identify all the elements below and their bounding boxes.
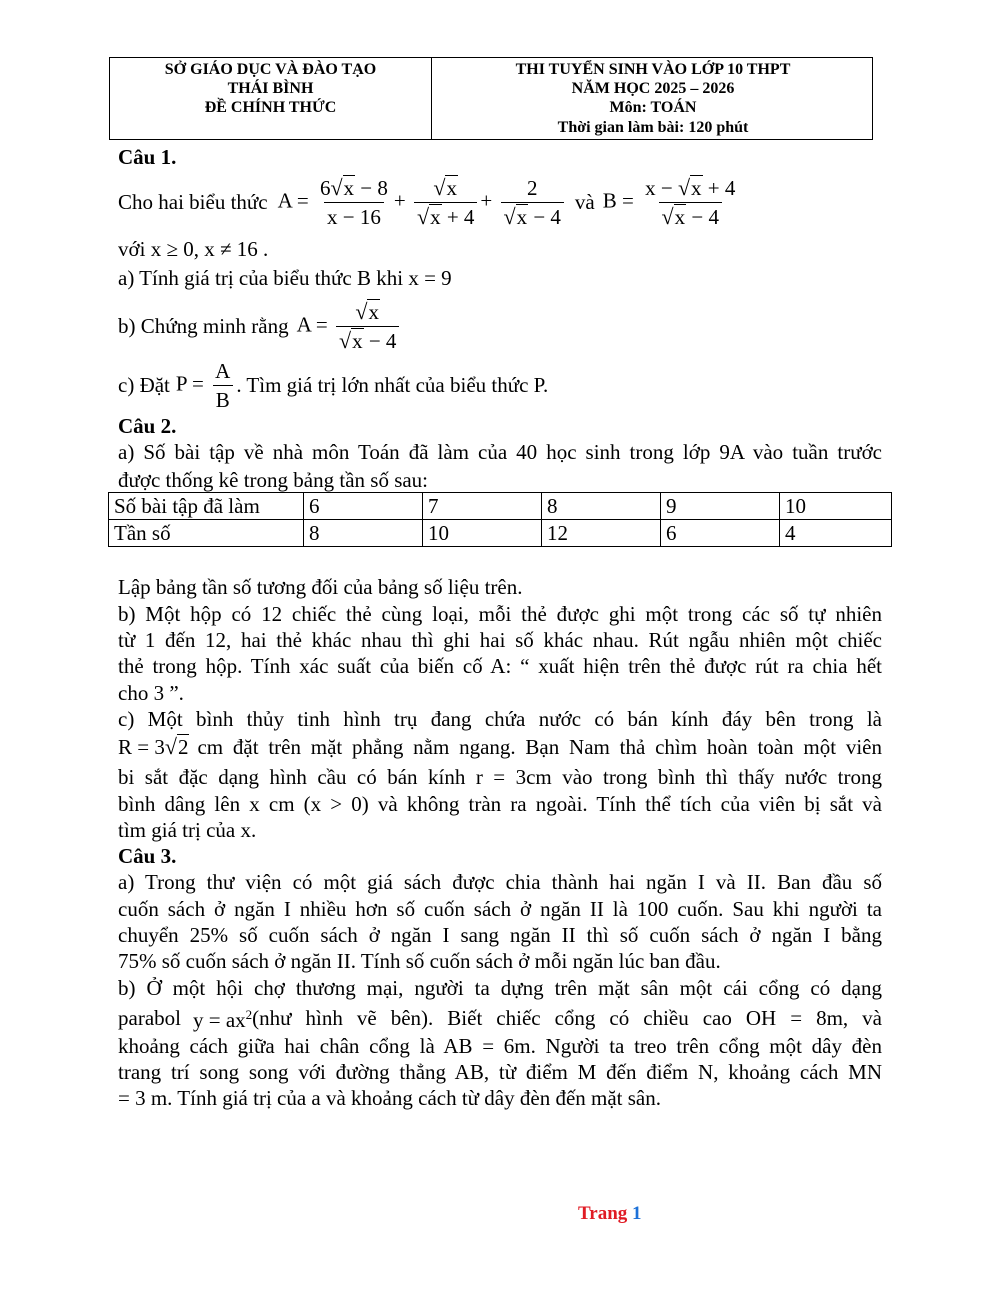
- question-3b-line5: = 3 m. Tính giá trị của a và khoảng cách từ dây đèn đến mặt sân.: [118, 1086, 662, 1110]
- question-2b-line3: thẻ trong hộp. Tính xác suất của biến cố A: “ xuất hiện trên thẻ được rút ra chia hết: [118, 654, 882, 678]
- table-cell: 8: [304, 520, 423, 547]
- question-2c-line5: tìm giá trị của x.: [118, 818, 257, 842]
- page-footer: [0, 1203, 1000, 1225]
- question-3b-line2: [118, 1002, 882, 1033]
- question-1-title: Câu 1.: [118, 145, 177, 169]
- question-1b-text: b) Chứng minh rằng: [118, 314, 289, 338]
- table-cell: 12: [542, 520, 661, 547]
- question-3b-line4: trang trí song song với đường thẳng AB, từ điểm M đến điểm N, khoảng cách MN: [118, 1060, 882, 1084]
- question-2c-line1: c) Một bình thủy tinh hình trụ đang chứa nước có bán kính đáy bên trong là: [118, 707, 882, 731]
- page-label: Trang: [578, 1203, 628, 1224]
- question-1a: a) Tính giá trị của biểu thức B khi x = 9: [118, 266, 452, 290]
- question-3b-line2-text: (như hình vẽ bên). Biết chiếc cổng có chiều cao OH = 8m, và: [252, 1005, 882, 1030]
- question-2b-line1: b) Một hộp có 12 chiếc thẻ cùng loại, mỗi thẻ được ghi một trong các số tự nhiên: [118, 602, 882, 626]
- question-3b-line3: khoảng cách giữa hai chân cổng là AB = 6m. Người ta treo trên cổng một dây đèn: [118, 1034, 882, 1058]
- table-cell: 6: [661, 520, 780, 547]
- table-cell: 7: [423, 493, 542, 520]
- question-2c-line2: [118, 734, 882, 760]
- question-2b-line4: cho 3 ”.: [118, 681, 184, 705]
- table-cell: 6: [304, 493, 423, 520]
- condition-math: x ≥ 0, x ≠ 16 .: [150, 237, 269, 261]
- department-name: SỞ GIÁO DỤC VÀ ĐÀO TẠO: [164, 61, 377, 78]
- parabola-formula: $y = ax^2$: [192, 1007, 253, 1032]
- question-2a-task: Lập bảng tần số tương đối của bảng số liệu trên.: [118, 575, 523, 599]
- table-row: [109, 520, 892, 547]
- exam-title: THI TUYỂN SINH VÀO LỚP 10 THPT: [515, 61, 791, 78]
- question-2c-line2-text: cm đặt trên mặt phẳng nằm ngang. Bạn Nam thả chìm hoàn toàn một viên: [197, 735, 882, 759]
- question-1c-text2: . Tìm giá trị lớn nhất của biểu thức P.: [236, 373, 549, 397]
- question-3a-line4: 75% số cuốn sách ở ngăn II. Tính số cuốn sách ở mỗi ngăn lúc ban đầu.: [118, 949, 721, 973]
- question-3a-line1: a) Trong thư viện có một giá sách được chia thành hai ngăn I và II. Ban đầu số: [118, 870, 882, 894]
- question-3-title: Câu 3.: [118, 844, 177, 868]
- table-cell: 10: [780, 493, 892, 520]
- question-2a-line2: được thống kê trong bảng tần số sau:: [118, 468, 429, 492]
- expr-B: B = $\frac{x - √x + 4}{√x - 4}$: [602, 174, 736, 229]
- question-1-expressions: [118, 170, 741, 234]
- table-cell: Tần số: [109, 520, 304, 547]
- question-1b-formula: A = $\frac{√x}{√x - 4}$: [297, 300, 403, 353]
- radius-math: R = 3√2: [118, 734, 189, 759]
- table-cell: 4: [780, 520, 892, 547]
- expr-intro: Cho hai biểu thức: [118, 190, 268, 214]
- table-cell: 9: [661, 493, 780, 520]
- question-1c: [118, 357, 548, 413]
- question-1c-formula: P = $\frac{A}{B}$: [176, 359, 236, 412]
- table-cell: 8: [542, 493, 661, 520]
- question-1c-text1: c) Đặt: [118, 373, 170, 397]
- expr-A: A = $\frac{6√x - 8}{x - 16}$ + $\frac{√x}{√x + 4}$ + $\frac{2}{√x - 4}$: [278, 176, 567, 229]
- frequency-table: [108, 492, 892, 547]
- question-2-title: Câu 2.: [118, 414, 177, 438]
- question-3b-line1: b) Ở một hội chợ thương mại, người ta dựng trên mặt sân một cái cổng có dạng: [118, 976, 882, 1000]
- table-cell: 10: [423, 520, 542, 547]
- condition-label: với: [118, 237, 146, 261]
- official-label: ĐỀ CHÍNH THỨC: [204, 99, 337, 116]
- question-2a-line1: a) Số bài tập về nhà môn Toán đã làm của 40 học sinh trong lớp 9A vào tuần trước: [118, 440, 882, 464]
- question-3a-line2: cuốn sách ở ngăn I nhiều hơn số cuốn sách ở ngăn II là 100 cuốn. Sau khi người ta: [118, 897, 882, 921]
- table-row: [109, 493, 892, 520]
- question-3a-line3: chuyển 25% số cuốn sách ở ngăn I sang ngăn II thì số cuốn sách ở ngăn I bằng: [118, 923, 882, 947]
- expr-and: và: [574, 190, 595, 214]
- question-2c-line3: bi sắt đặc dạng hình cầu có bán kính r = 3cm vào trong bình thì thấy nước trong: [118, 765, 882, 789]
- question-1b: [118, 296, 402, 356]
- exam-header: [109, 57, 873, 140]
- question-2b-line2: từ 1 đến 12, hai thẻ khác nhau thì ghi hai số khác nhau. Rút ngẫu nhiên một chiếc: [118, 628, 882, 652]
- subject: Môn: TOÁN: [609, 99, 697, 116]
- question-2c-line4: bình dâng lên x cm (x > 0) và không tràn ra ngoài. Tính thể tích của viên bị sắt và: [118, 792, 882, 816]
- table-cell: Số bài tập đã làm: [109, 493, 304, 520]
- province-name: THÁI BÌNH: [227, 80, 314, 97]
- school-year: NĂM HỌC 2025 – 2026: [571, 80, 735, 97]
- duration: Thời gian làm bài: 120 phút: [557, 119, 749, 136]
- question-1-condition: [118, 236, 268, 262]
- question-3b-parabol-word: parabol: [118, 1005, 181, 1030]
- page-number: 1: [632, 1203, 642, 1224]
